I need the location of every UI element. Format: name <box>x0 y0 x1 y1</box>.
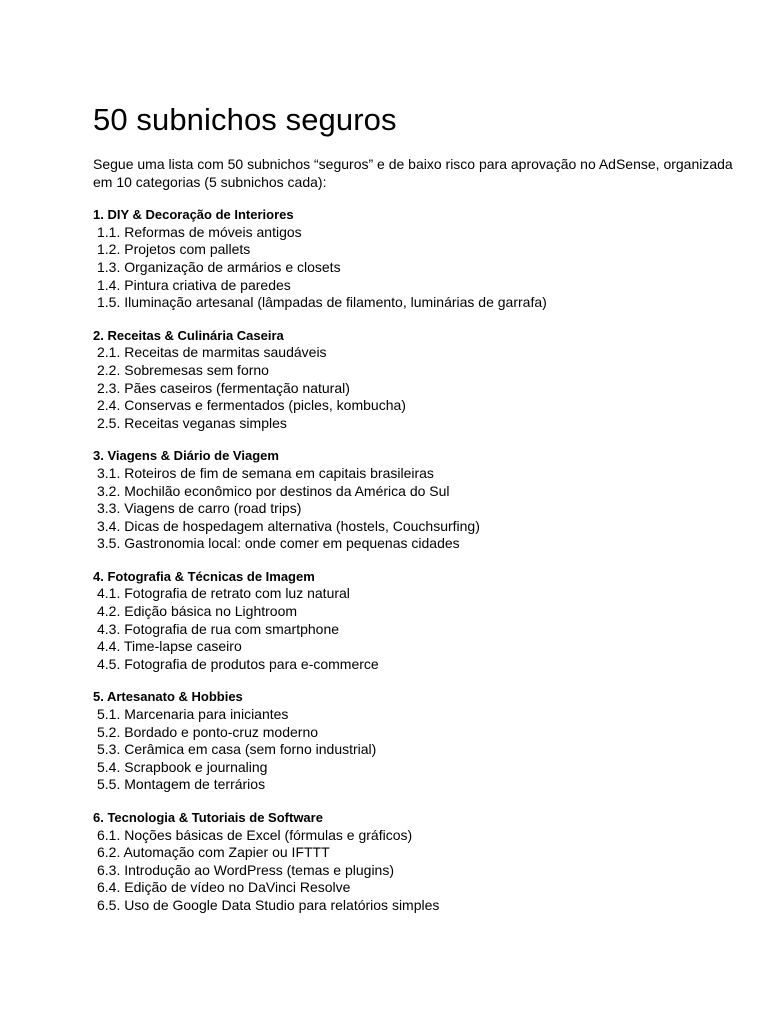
list-item: 2.3. Pães caseiros (fermentação natural) <box>97 379 350 396</box>
list-item: 5.2. Bordado e ponto-cruz moderno <box>97 723 319 740</box>
list-item: 6.5. Uso de Google Data Studio para relatórios simples <box>97 896 440 913</box>
section-item-list <box>93 827 733 915</box>
list-item: 2.4. Conservas e fermentados (picles, kombucha) <box>97 397 406 414</box>
section-heading: 5. Artesanato & Hobbies <box>93 689 243 705</box>
list-item: 1.2. Projetos com pallets <box>97 241 251 258</box>
list-item: 2.1. Receitas de marmitas saudáveis <box>97 344 327 361</box>
section-heading: 4. Fotografia & Técnicas de Imagem <box>93 568 315 584</box>
document-title: 50 subnichos seguros <box>93 102 397 137</box>
list-item: 6.4. Edição de vídeo no DaVinci Resolve <box>97 879 351 896</box>
list-item: 2.2. Sobremesas sem forno <box>97 361 269 378</box>
section-item-list <box>93 706 733 794</box>
section-item-list <box>93 224 733 312</box>
section-heading: 6. Tecnologia & Tutoriais de Software <box>93 810 323 825</box>
list-item: 3.3. Viagens de carro (road trips) <box>97 500 302 517</box>
list-item: 1.3. Organização de armários e closets <box>97 258 341 275</box>
list-item: 5.1. Marcenaria para iniciantes <box>97 706 289 723</box>
section-heading: 1. DIY & Decoração de Interiores <box>93 207 294 223</box>
section-item-list <box>93 344 733 432</box>
list-item: 4.2. Edição básica no Lightroom <box>97 603 298 620</box>
section-tecnologia <box>93 809 733 915</box>
document-page <box>93 99 733 915</box>
list-item: 6.1. Noções básicas de Excel (fórmulas e gráficos) <box>97 826 413 843</box>
list-item: 4.3. Fotografia de rua com smartphone <box>97 620 340 637</box>
list-item: 3.1. Roteiros de fim de semana em capitais brasileiras <box>97 464 434 481</box>
list-item: 1.1. Reformas de móveis antigos <box>97 223 302 240</box>
list-item: 1.4. Pintura criativa de paredes <box>97 276 291 293</box>
list-item: 3.4. Dicas de hospedagem alternativa (hostels, Couchsurfing) <box>97 517 480 534</box>
list-item: 1.5. Iluminação artesanal (lâmpadas de filamento, luminárias de garrafa) <box>97 294 547 311</box>
list-item: 5.3. Cerâmica em casa (sem forno industrial) <box>97 741 377 758</box>
list-item: 4.5. Fotografia de produtos para e-commerce <box>97 655 379 672</box>
section-artesanato <box>93 688 733 794</box>
list-item: 6.2. Automação com Zapier ou IFTTT <box>97 844 330 861</box>
section-viagens <box>93 447 733 553</box>
document-intro: Segue uma lista com 50 subnichos “seguros” e de baixo risco para aprovação no AdSense, organizada em 10 categorias (5 subnichos cada): <box>93 156 733 190</box>
section-fotografia <box>93 568 733 674</box>
list-item: 4.1. Fotografia de retrato com luz natural <box>97 585 350 602</box>
list-item: 6.3. Introdução ao WordPress (temas e plugins) <box>97 861 395 878</box>
list-item: 3.2. Mochilão econômico por destinos da América do Sul <box>97 482 450 499</box>
list-item: 2.5. Receitas veganas simples <box>97 414 287 431</box>
list-item: 5.4. Scrapbook e journaling <box>97 758 268 775</box>
list-item: 3.5. Gastronomia local: onde comer em pequenas cidades <box>97 535 460 552</box>
list-item: 4.4. Time-lapse caseiro <box>97 638 242 655</box>
section-heading: 2. Receitas & Culinária Caseira <box>93 327 284 343</box>
list-item: 5.5. Montagem de terrários <box>97 776 266 793</box>
section-diy <box>93 206 733 312</box>
section-heading: 3. Viagens & Diário de Viagem <box>93 448 279 464</box>
section-item-list <box>93 465 733 553</box>
section-receitas <box>93 327 733 433</box>
section-item-list <box>93 585 733 673</box>
